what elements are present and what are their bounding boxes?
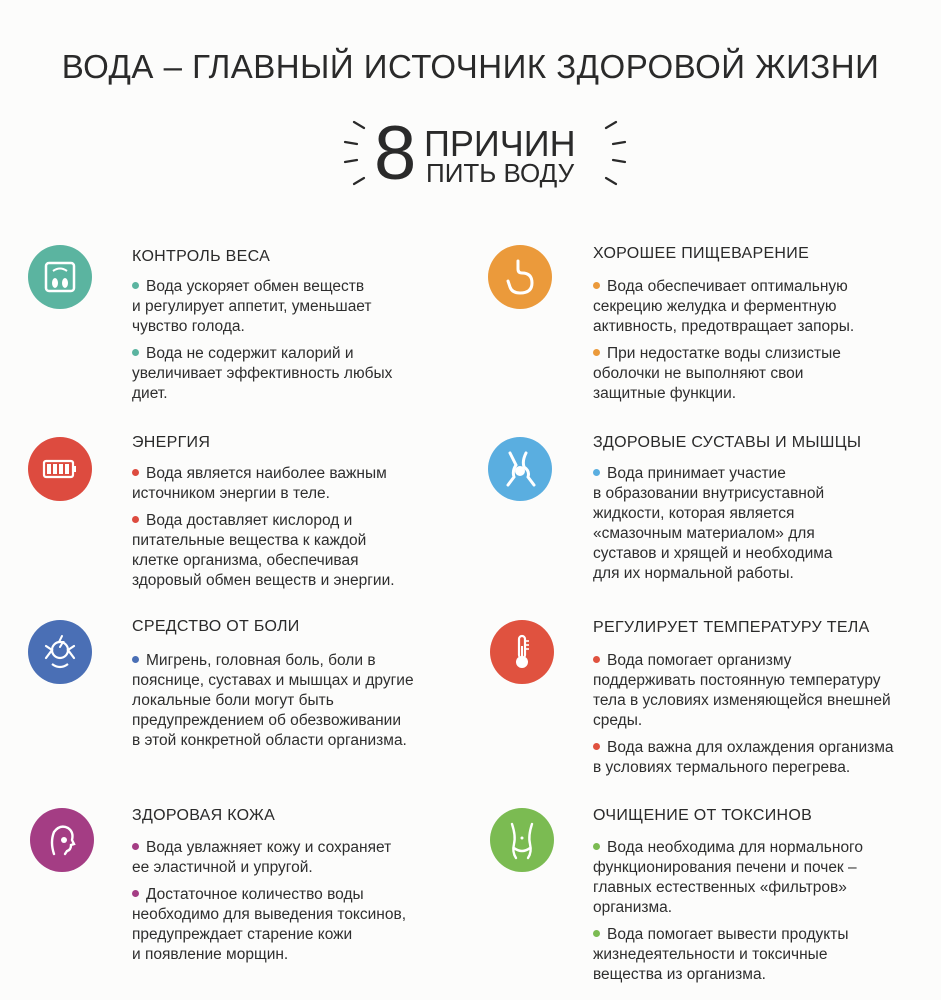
badge-line-2: ПИТЬ ВОДУ	[426, 158, 575, 188]
badge-line-1: ПРИЧИН	[424, 123, 576, 164]
stomach-icon	[488, 245, 552, 309]
section-title-temperature: РЕГУЛИРУЕТ ТЕМПЕРАТУРУ ТЕЛА	[593, 619, 870, 636]
section-title-toxins: ОЧИЩЕНИЕ ОТ ТОКСИНОВ	[593, 807, 813, 824]
thermometer-icon	[490, 620, 554, 684]
section-text: Вода ускоряет обмен веществ и регулирует аппетит, уменьшает чувство голода.	[132, 278, 372, 335]
section-text: Вода обеспечивает оптимальную секрецию желудка и ферментную активность, предотвращает запоры.	[593, 278, 855, 335]
section-title-digestion: ХОРОШЕЕ ПИЩЕВАРЕНИЕ	[593, 245, 810, 262]
scale-icon	[28, 245, 92, 309]
section-title-energy: ЭНЕРГИЯ	[132, 434, 211, 451]
section-text: Вода помогает организму поддерживать постоянную температуру тела в условиях изменяющейся внешней среды.	[593, 652, 891, 729]
section-text: Вода увлажняет кожу и сохраняет ее эластичной и упругой.	[132, 839, 392, 876]
section-text: Вода доставляет кислород и питательные вещества к каждой клетке организма, обеспечивая здоровый обмен веществ и энергии.	[132, 512, 395, 589]
page-title: ВОДА – ГЛАВНЫЙ ИСТОЧНИК ЗДОРОВОЙ ЖИЗНИ	[61, 48, 880, 85]
reasons-badge	[340, 112, 630, 196]
face-icon	[30, 808, 94, 872]
section-title-weight: КОНТРОЛЬ ВЕСА	[132, 248, 271, 265]
section-text: Вода помогает вывести продукты жизнедеятельности и токсичные вещества из организма.	[593, 926, 849, 983]
joint-icon	[488, 437, 552, 501]
section-text: Вода важна для охлаждения организма в условиях термального перегрева.	[593, 739, 894, 776]
section-text: Мигрень, головная боль, боли в пояснице, суставах и мышцах и другие локальные боли могут быть предупреждением об обезвоживании в этой конкретной области организма.	[132, 652, 414, 749]
body-icon	[490, 808, 554, 872]
section-text: Вода необходима для нормального функционирования печени и почек – главных естественных «фильтров» организма.	[593, 839, 863, 916]
section-text: Вода является наиболее важным источником энергии в теле.	[132, 465, 387, 502]
section-text: Достаточное количество воды необходимо для выведения токсинов, предупреждает старение кожи и появление морщин.	[132, 886, 407, 963]
badge-number: 8	[374, 111, 417, 196]
section-title-joints: ЗДОРОВЫЕ СУСТАВЫ И МЫШЦЫ	[593, 434, 862, 451]
section-title-skin: ЗДОРОВАЯ КОЖА	[132, 807, 276, 824]
headache-icon	[28, 620, 92, 684]
section-text: При недостатке воды слизистые оболочки не выполняют свои защитные функции.	[593, 345, 841, 402]
section-text: Вода принимает участие в образовании внутрисуставной жидкости, которая является «смазочным материалом» для суставов и хрящей и необходима для их нормальной работы.	[593, 465, 833, 582]
section-text: Вода не содержит калорий и увеличивает эффективность любых диет.	[132, 345, 393, 402]
battery-icon	[28, 437, 92, 501]
section-title-pain: СРЕДСТВО ОТ БОЛИ	[132, 618, 300, 635]
